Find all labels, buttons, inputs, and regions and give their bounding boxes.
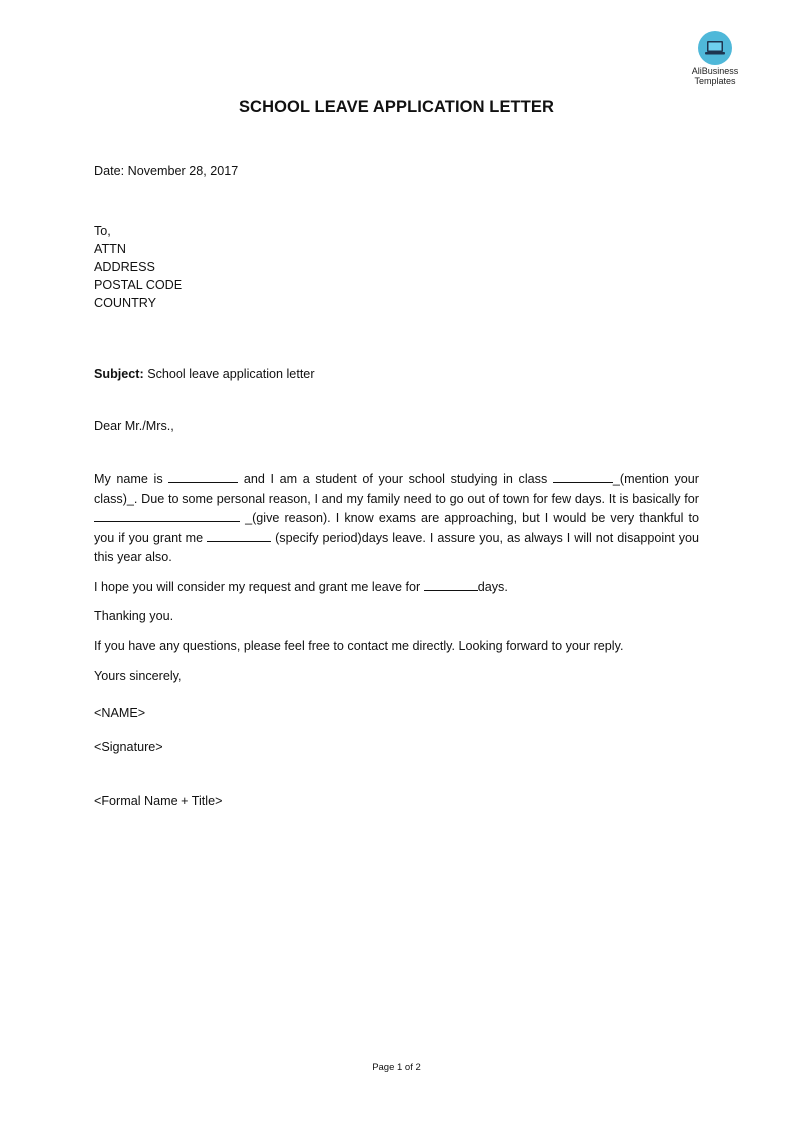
- address-country: COUNTRY: [94, 296, 157, 310]
- alibusiness-logo: [686, 31, 744, 86]
- subject-line: [94, 367, 315, 381]
- period-blank: [207, 530, 271, 542]
- address-attn: ATTN: [94, 242, 126, 256]
- address-line: ADDRESS: [94, 260, 155, 274]
- logo-line-2: Templates: [694, 75, 736, 86]
- questions-line: If you have any questions, please feel free to contact me directly. Looking forward to your reply.: [94, 639, 624, 653]
- name-blank: [168, 471, 238, 483]
- body-text: days.: [477, 580, 508, 594]
- reason-blank: [94, 510, 240, 522]
- letter-date: Date: November 28, 2017: [94, 164, 239, 178]
- days-blank: [424, 579, 478, 591]
- signoff-formal-name: <Formal Name + Title>: [94, 794, 223, 808]
- address-to: To,: [94, 224, 111, 238]
- signoff-signature: <Signature>: [94, 740, 163, 754]
- class-blank: [553, 471, 613, 483]
- body-text: I hope you will consider my request and grant me leave for: [94, 580, 421, 594]
- body-text: (specify period)days leave. I assure you, as always I will not disappoint you this year also.: [94, 530, 699, 564]
- logo-text: [686, 67, 744, 86]
- address-postal-code: POSTAL CODE: [94, 278, 183, 292]
- page-title: SCHOOL LEAVE APPLICATION LETTER: [238, 98, 555, 116]
- body-text: My name is: [94, 472, 163, 486]
- body-paragraph-1: [94, 470, 699, 568]
- laptop-icon: [698, 31, 732, 65]
- body-text: _(give reason). I know exams are approaching, but I would be very thankful to you if you grant me: [94, 511, 700, 545]
- thanks-line: Thanking you.: [94, 609, 174, 623]
- body-text: and I am a student of your school studying in class: [243, 472, 548, 486]
- body-text: _(mention your class)_. Due to some personal reason, I and my family need to go out of town for few days. It is basically for: [94, 472, 699, 506]
- body-paragraph-2: [94, 579, 508, 594]
- closing-line: Yours sincerely,: [94, 669, 182, 683]
- logo-line-1: AliBusiness: [691, 66, 739, 76]
- salutation: Dear Mr./Mrs.,: [94, 419, 174, 433]
- subject-text: School leave application letter: [147, 367, 315, 381]
- subject-label: Subject:: [94, 367, 144, 381]
- signoff-name: <NAME>: [94, 706, 146, 720]
- page-number: Page 1 of 2: [372, 1062, 421, 1073]
